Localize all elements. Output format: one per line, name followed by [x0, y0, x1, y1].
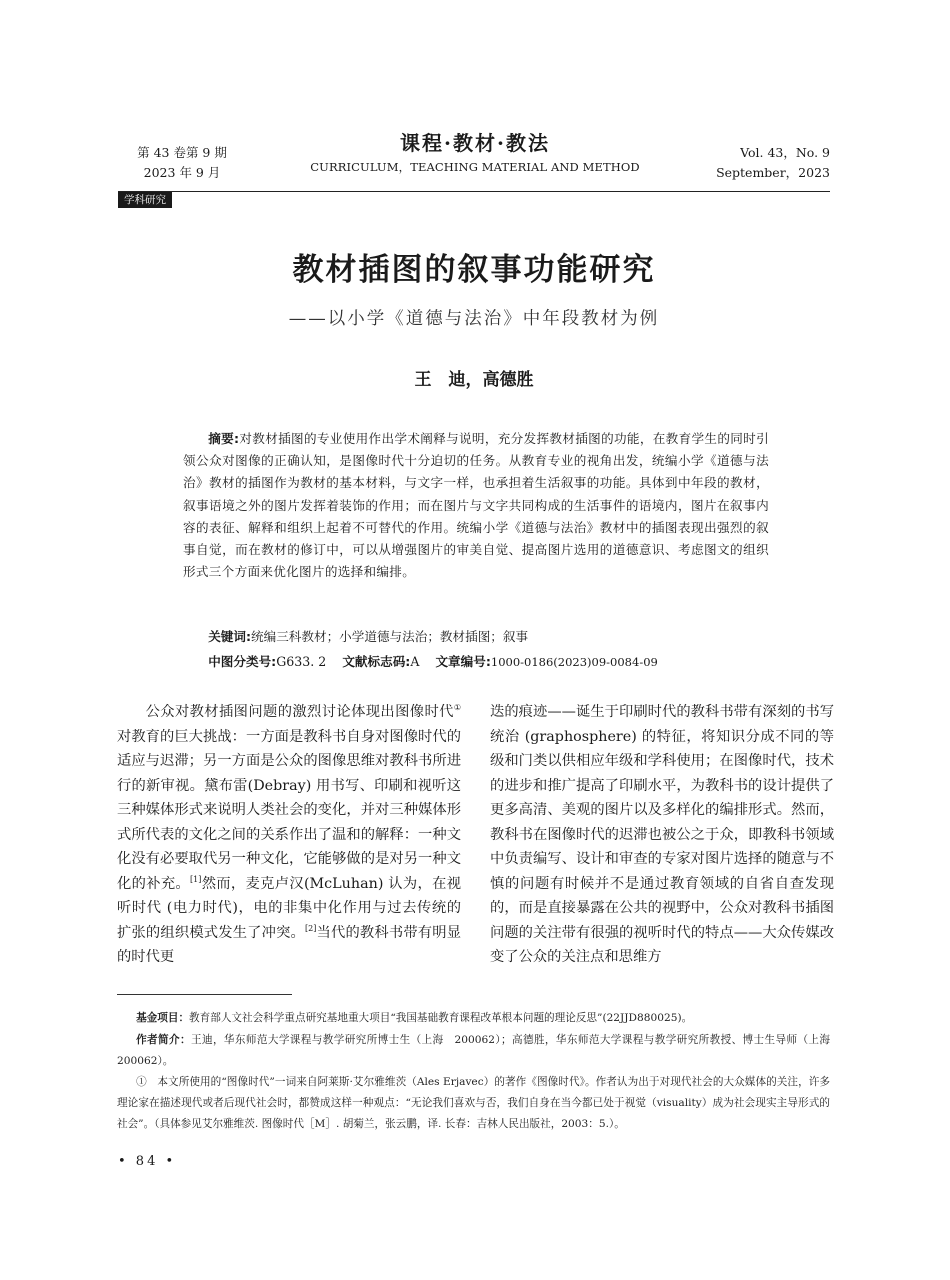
- body-paragraph-left: [117, 700, 461, 970]
- header-volume-cn-text: 第 43 卷第 9 期: [137, 145, 227, 160]
- header-volume-en-text: Vol. 43，No. 9: [740, 145, 830, 160]
- doc-code-label: 文献标志码:: [342, 654, 411, 669]
- clc-value: G633. 2: [276, 654, 327, 669]
- abstract-text: 对教材插图的专业使用作出学术阐释与说明，充分发挥教材插图的功能，在教育学生的同时引领公众对图像的正确认知，是图像时代十分迫切的任务。从教育专业的视角出发，统编小学《道德与法治》教材的插图作为教材的基本材料，与文字一样，也承担着生活叙事的功能。具体到中年段的教材，叙事语境之外的图片发挥着装饰的作用；而在图片与文字共同构成的生活事件的语境内，图片在叙事内容的表征、解释和组织上起着不可替代的作用。统编小学《道德与法治》教材中的插图表现出强烈的叙事自觉，而在教材的修订中，可以从增强图片的审美自觉、提高图片选用的道德意识、考虑图文的组织形式三个方面来优化图片的选择和编排。: [183, 431, 769, 580]
- keywords-label: 关键词:: [208, 629, 252, 644]
- citation-ref-2[interactable]: [2]: [305, 923, 317, 933]
- fund-text: 教育部人文社会科学重点研究基地重大项目“我国基础教育课程改革根本问题的理论反思”(22JJD880025)。: [189, 1012, 693, 1024]
- author-info-label: 作者简介：: [136, 1034, 191, 1046]
- keywords-text: 统编三科教材；小学道德与法治；教材插图；叙事: [251, 629, 529, 644]
- keywords: [183, 626, 769, 648]
- doc-code-value: A: [410, 654, 420, 669]
- header-date-en: September，2023: [716, 165, 830, 180]
- body-text-2: 对教育的巨大挑战：一方面是教科书自身对图像时代的适应与迟滞；另一方面是公众的图像思维对教科书所进行的新审视。黛布雷(Debray) 用书写、印刷和视听这三种媒体形式来说明人类社会的变化，并对三种媒体形式所代表的文化之间的关系作出了温和的解释：一种文化没有必要取代另一种文化，它能够做的是对另一种文化的补充。: [117, 728, 461, 892]
- page-number: • 84 •: [118, 1154, 177, 1169]
- citation-ref-1[interactable]: [1]: [190, 874, 202, 884]
- article-id-label: 文章编号:: [435, 654, 491, 669]
- body-text-4: 当代的教科书带有明显的时代更: [117, 924, 462, 965]
- body-text-3: 然而，麦克卢汉(McLuhan) 认为，在视听时代 (电力时代)，电的非集中化作用与过去传统的扩张的组织模式发生了冲突。: [117, 875, 461, 941]
- body-column-right: [490, 700, 834, 970]
- header-rule: [118, 191, 830, 192]
- footnote-author: [117, 1030, 841, 1072]
- footnote-1: ① 本文所使用的“图像时代”一词来自阿莱斯·艾尔雅维茨（Ales Erjavec）的著作《图像时代》。作者认为出于对现代社会的大众媒体的关注，许多理论家在描述现代或者后现代社会时，都赞成这样一种观点：“无论我们喜欢与否，我们自身在当今都已处于视觉（visuality）成为社会现实主导形式的社会”。（具体参见艾尔雅维茨. 图像时代［M］. 胡菊兰，张云鹏，译. 长春：吉林人民出版社，2003：5.）。: [117, 1076, 830, 1130]
- article-subtitle: ——以小学《道德与法治》中年段教材为例: [288, 309, 660, 329]
- footnote-marker-1[interactable]: ①: [453, 703, 461, 713]
- journal-masthead: [290, 128, 660, 175]
- header-volume-cn: [132, 143, 232, 183]
- footnote-rule: [117, 994, 292, 995]
- fund-label: 基金项目：: [136, 1012, 190, 1024]
- clc-label: 中图分类号:: [208, 654, 277, 669]
- journal-logo-cn: 课程·教材·教法: [400, 131, 550, 155]
- body-text-1: 公众对教材插图问题的激烈讨论体现出图像时代: [145, 704, 454, 720]
- author-info-text: 王迪，华东师范大学课程与教学研究所博士生（上海 200062）；高德胜，华东师范大学课程与教学研究所教授、博士生导师（上海 200062）。: [117, 1034, 841, 1067]
- body-paragraph-right: 迭的痕迹——诞生于印刷时代的教科书带有深刻的书写统治 (graphosphere) 的特征，将知识分成不同的等级和门类以供相应年级和学科使用；在图像时代，技术的进步和推广提高了印刷水平，为教科书的设计提供了更多高清、美观的图片以及多样化的编排形式。然而，教科书在图像时代的迟滞也被公之于众，即教科书领域中负责编写、设计和审查的专家对图片选择的随意与不慎的问题有时候并不是通过教育领域的自省自查发现的，而是直接暴露在公共的视野中，公众对教科书插图问题的关注带有很强的视听时代的特点——大众传媒改变了公众的关注点和思维方: [490, 704, 834, 965]
- section-tag: 学科研究: [118, 192, 172, 208]
- header-volume-en: [700, 143, 830, 183]
- article-id-value: 1000-0186(2023)09-0084-09: [490, 655, 658, 669]
- journal-name-en: CURRICULUM，TEACHING MATERIAL AND METHOD: [310, 160, 640, 174]
- article-title: 教材插图的叙事功能研究: [292, 252, 656, 288]
- article-authors: 王 迪，高德胜: [414, 370, 534, 390]
- abstract-label: 摘要:: [208, 431, 240, 446]
- body-column-left: [117, 700, 461, 970]
- classification-line: [183, 651, 769, 673]
- footnote-fund: [117, 1008, 830, 1029]
- header-date-cn: 2023 年 9 月: [143, 165, 221, 180]
- abstract: [183, 428, 769, 583]
